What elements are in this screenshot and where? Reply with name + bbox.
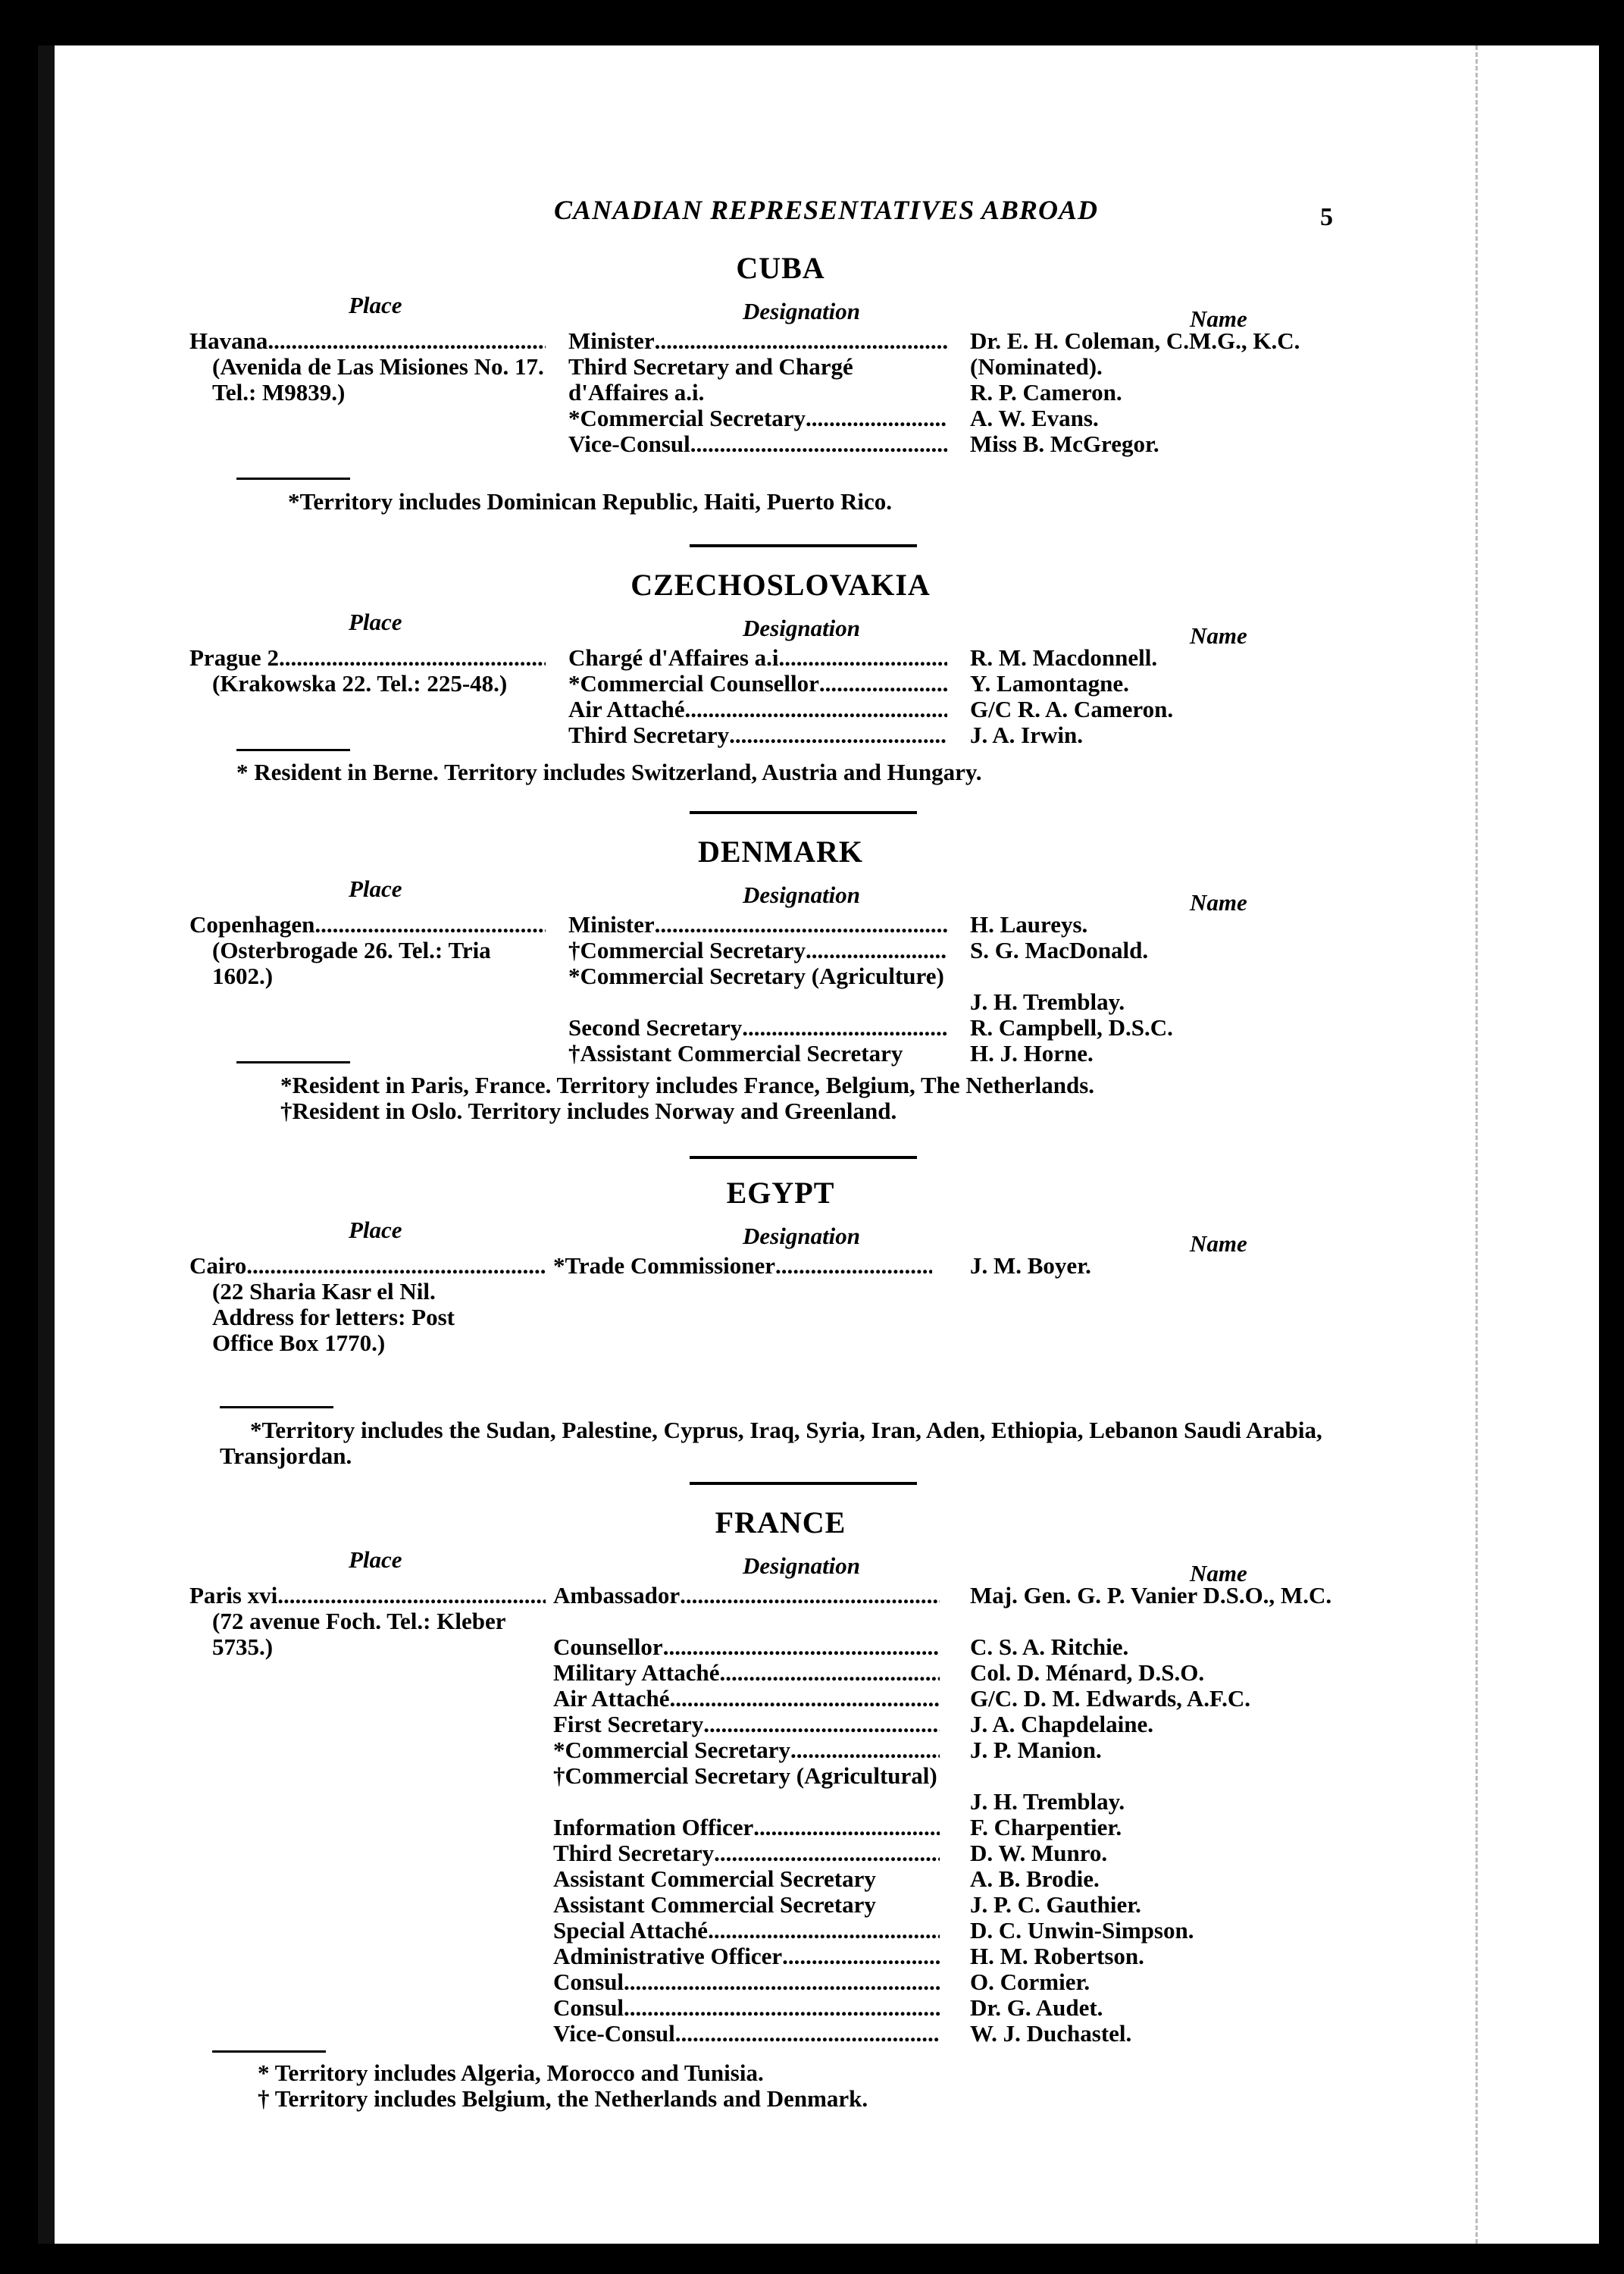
footnotes-france xyxy=(258,2060,868,2112)
name-column xyxy=(970,645,1364,748)
designation-heading: Designation xyxy=(743,615,861,641)
name: Miss B. McGregor. xyxy=(970,431,1159,457)
section-divider xyxy=(690,1482,917,1485)
name: Y. Lamontagne. xyxy=(970,670,1129,697)
designation: Information Officer xyxy=(553,1814,754,1840)
place-heading: Place xyxy=(349,1546,402,1573)
footnote: * Resident in Berne. Territory includes Switzerland, Austria and Hungary. xyxy=(236,759,982,785)
name: H. J. Horne. xyxy=(970,1040,1094,1067)
name: A. W. Evans. xyxy=(970,405,1099,431)
name: G/C R. A. Cameron. xyxy=(970,696,1174,722)
name: A. B. Brodie. xyxy=(970,1865,1100,1892)
name: F. Charpentier. xyxy=(970,1814,1122,1840)
country-heading: EGYPT xyxy=(726,1176,835,1210)
designation-column xyxy=(553,1583,940,2047)
footnote: *Resident in Paris, France. Territory includes France, Belgium, The Netherlands. xyxy=(280,1072,1095,1098)
designation-heading: Designation xyxy=(743,1223,861,1249)
column-headings xyxy=(189,1546,1372,1586)
designation: Military Attaché xyxy=(553,1659,720,1686)
entries-table xyxy=(189,328,1372,487)
designation: Vice-Consul xyxy=(553,2020,675,2047)
place-heading: Place xyxy=(349,609,402,635)
place-address: (Avenida de Las Misiones No. 17. Tel.: M9839.) xyxy=(212,353,544,406)
footnotes-cuba xyxy=(288,489,892,515)
column-headings xyxy=(189,609,1372,649)
footnote-rule xyxy=(236,749,350,751)
place-address: (22 Sharia Kasr el Nil. Address for letters: Post Office Box 1770.) xyxy=(212,1278,455,1356)
section-egypt xyxy=(189,1175,1372,1367)
name: J. A. Chapdelaine. xyxy=(970,1711,1154,1737)
column-headings xyxy=(189,292,1372,332)
name: H. Laureys. xyxy=(970,911,1088,938)
designation: Ambassador xyxy=(553,1582,681,1608)
name-heading: Name xyxy=(1190,889,1247,916)
place-name: Copenhagen xyxy=(189,911,315,938)
footnote-rule xyxy=(236,1061,350,1063)
country-heading: CZECHOSLOVAKIA xyxy=(631,568,931,602)
designation-heading: Designation xyxy=(743,1552,861,1579)
designation-heading: Designation xyxy=(743,882,861,908)
entries-table xyxy=(189,912,1372,1071)
name: Maj. Gen. G. P. Vanier D.S.O., M.C. xyxy=(970,1582,1332,1608)
designation: *Commercial Counsellor xyxy=(568,670,819,697)
name-column xyxy=(970,912,1364,1067)
name: D. W. Munro. xyxy=(970,1840,1108,1866)
designation-column xyxy=(568,912,947,1067)
running-head: CANADIAN REPRESENTATIVES ABROAD xyxy=(554,195,1098,225)
footnote: † Territory includes Belgium, the Netherlands and Denmark. xyxy=(258,2085,868,2112)
designation-column xyxy=(568,645,947,748)
place-address: (Krakowska 22. Tel.: 225-48.) xyxy=(212,670,508,697)
footnotes-egypt xyxy=(220,1417,1387,1469)
name-column xyxy=(970,1583,1364,2047)
designation: Consul xyxy=(553,1994,624,2021)
section-czechoslovakia xyxy=(189,567,1372,751)
designation: †Commercial Secretary xyxy=(568,937,806,963)
place-name: Prague 2 xyxy=(189,644,279,671)
name: R. Campbell, D.S.C. xyxy=(970,1014,1173,1041)
name: J. H. Tremblay. xyxy=(970,988,1125,1015)
country-heading: CUBA xyxy=(736,251,825,285)
section-divider xyxy=(690,1156,917,1159)
section-cuba xyxy=(189,250,1372,487)
place-heading: Place xyxy=(349,875,402,902)
name: O. Cormier. xyxy=(970,1969,1090,1995)
name: J. H. Tremblay. xyxy=(970,1788,1125,1815)
designation: Vice-Consul xyxy=(568,431,690,457)
designation: Minister xyxy=(568,911,655,938)
name: J. A. Irwin. xyxy=(970,722,1083,748)
document-page xyxy=(38,45,1599,2244)
designation: Third Secretary xyxy=(553,1840,715,1866)
designation: Chargé d'Affaires a.i. xyxy=(568,644,785,671)
section-denmark xyxy=(189,834,1372,1071)
designation-column xyxy=(568,328,947,457)
place-address: (Osterbrogade 26. Tel.: Tria 1602.) xyxy=(212,937,491,989)
designation: Second Secretary xyxy=(568,1014,743,1041)
place-cell xyxy=(189,328,546,406)
name-column xyxy=(970,328,1364,457)
footnote-rule xyxy=(220,1406,333,1408)
place-cell xyxy=(189,912,546,989)
name: S. G. MacDonald. xyxy=(970,937,1149,963)
name: J. M. Boyer. xyxy=(970,1252,1091,1279)
designation: First Secretary xyxy=(553,1711,704,1737)
designation: *Commercial Secretary (Agriculture) xyxy=(568,963,944,989)
designation: †Assistant Commercial Secretary xyxy=(568,1040,903,1067)
place-name: Cairo xyxy=(189,1252,247,1279)
designation: Minister xyxy=(568,327,655,354)
designation-heading: Designation xyxy=(743,298,861,324)
designation: Consul xyxy=(553,1969,624,1995)
name-heading: Name xyxy=(1190,1560,1247,1586)
name: J. P. Manion. xyxy=(970,1737,1102,1763)
name-heading: Name xyxy=(1190,622,1247,649)
name: R. M. Macdonnell. xyxy=(970,644,1158,671)
name: W. J. Duchastel. xyxy=(970,2020,1132,2047)
footnotes-czechoslovakia xyxy=(236,760,981,785)
entries-table xyxy=(189,1583,1372,2053)
designation: Air Attaché xyxy=(568,696,685,722)
place-cell xyxy=(189,1583,546,1660)
name-heading: Name xyxy=(1190,1230,1247,1257)
designation: *Commercial Secretary xyxy=(568,405,806,431)
name: R. P. Cameron. xyxy=(970,379,1122,406)
place-cell xyxy=(189,645,546,697)
footnote: * Territory includes Algeria, Morocco and Tunisia. xyxy=(258,2059,764,2086)
designation: †Commercial Secretary (Agricultural) xyxy=(553,1762,937,1789)
column-headings xyxy=(189,875,1372,916)
country-heading: FRANCE xyxy=(715,1505,846,1539)
designation: Special Attaché xyxy=(553,1917,709,1944)
name: Dr. E. H. Coleman, C.M.G., K.C. (Nominated). xyxy=(970,327,1300,380)
name: D. C. Unwin-Simpson. xyxy=(970,1917,1194,1944)
footnote: *Territory includes the Sudan, Palestine, Cyprus, Iraq, Syria, Iran, Aden, Ethiopia, Lebanon Saudi Arabia, Transjordan. xyxy=(220,1417,1322,1469)
designation: Administrative Officer xyxy=(553,1943,783,1969)
designation: Counsellor xyxy=(553,1633,663,1660)
name: H. M. Robertson. xyxy=(970,1943,1144,1969)
place-heading: Place xyxy=(349,292,402,318)
section-divider xyxy=(690,544,917,547)
name: Col. D. Ménard, D.S.O. xyxy=(970,1659,1205,1686)
entries-table xyxy=(189,1253,1372,1367)
country-heading: DENMARK xyxy=(697,835,864,869)
footnote-rule xyxy=(212,2050,326,2053)
name: G/C. D. M. Edwards, A.F.C. xyxy=(970,1685,1251,1712)
page-number: 5 xyxy=(1320,203,1333,231)
designation: Third Secretary and Chargé d'Affaires a.i. xyxy=(568,353,853,406)
designation: Third Secretary xyxy=(568,722,730,748)
designation: Assistant Commercial Secretary xyxy=(553,1891,876,1918)
designation: *Commercial Secretary xyxy=(553,1737,791,1763)
place-name: Havana xyxy=(189,327,268,354)
place-address: (72 avenue Foch. Tel.: Kleber 5735.) xyxy=(212,1608,505,1660)
section-france xyxy=(189,1505,1372,2053)
designation: Assistant Commercial Secretary xyxy=(553,1865,876,1892)
designation: *Trade Commissioner xyxy=(553,1252,776,1279)
name-heading: Name xyxy=(1190,305,1247,332)
name: C. S. A. Ritchie. xyxy=(970,1633,1129,1660)
section-divider xyxy=(690,811,917,814)
designation: Air Attaché xyxy=(553,1685,670,1712)
footnote: †Resident in Oslo. Territory includes Norway and Greenland. xyxy=(280,1098,897,1124)
name: Dr. G. Audet. xyxy=(970,1994,1103,2021)
footnote: *Territory includes Dominican Republic, Haiti, Puerto Rico. xyxy=(288,488,893,515)
footnote-rule xyxy=(236,478,350,480)
place-cell xyxy=(189,1253,546,1356)
footnotes-denmark xyxy=(280,1073,1094,1124)
place-heading: Place xyxy=(349,1217,402,1243)
entries-table xyxy=(189,645,1372,751)
column-headings xyxy=(189,1217,1372,1257)
place-name: Paris xvi xyxy=(189,1582,278,1608)
designation-column xyxy=(553,1253,932,1279)
name-column xyxy=(970,1253,1364,1279)
name: J. P. C. Gauthier. xyxy=(970,1891,1141,1918)
